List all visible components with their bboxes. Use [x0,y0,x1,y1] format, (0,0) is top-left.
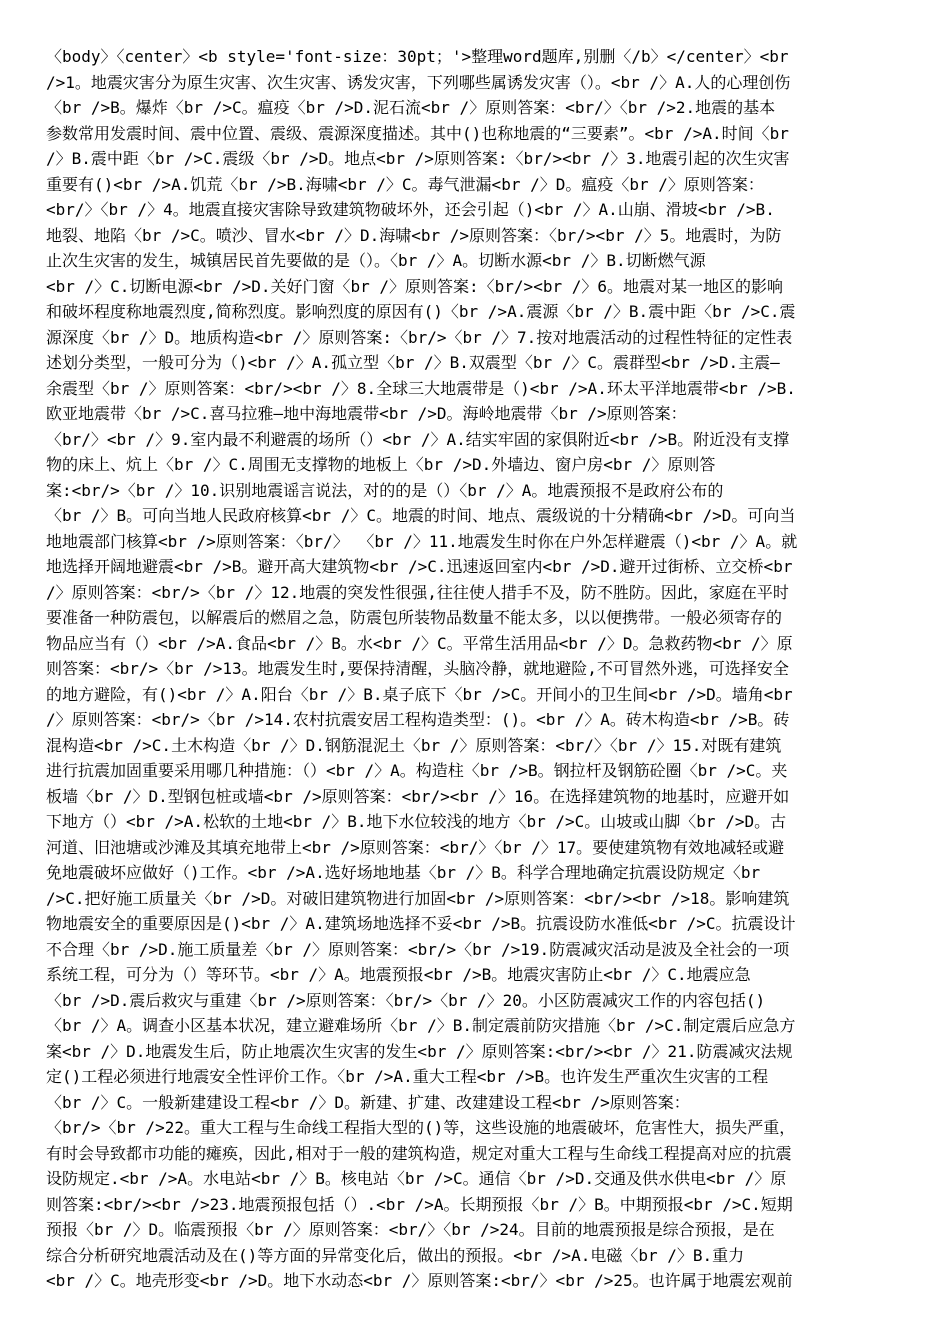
document-line: 则答案：<br/>〈br />13。地震发生时,要保持清醒，头脑冷静，就地避险,不可冒然外逃，可选择安全 [46,659,789,678]
document-line: 进行抗震加固重要采用哪几种措施：（）<br /〉A。构造柱〈br />B。钢拉杆及钢筋砼圈〈br />C。夹 [46,761,788,780]
document-line: 系统工程，可分为（）等环节。<br /〉A。地震预报<br />B。地震灾害防止<br /〉C.地震应急 [46,965,751,984]
document-line: 重要有()<br />A.饥荒〈br />B.海啸<br /〉C。毒气泄漏<br /〉D。瘟疫〈br /〉原则答案： [46,174,764,194]
document-line: 和破坏程度称地震烈度,简称烈度。影响烈度的原因有()〈br />A.震源〈br /〉B.震中距〈br />C.震 [46,302,796,321]
document-line: 〈br/〉<br /〉9.室内最不利避震的场所（）<br /〉A.结实牢固的家俱附近<br />B。附近没有支撑 [46,429,790,449]
document-line: />1。地震灾害分为原生灾害、次生灾害、诱发灾害，下列哪些属诱发灾害（）。<br /〉A.人的心理创伤 [46,72,791,92]
document-line: <br /〉C.切断电源<br />D.关好门窗〈br /〉原则答案:〈br/><br /〉6。地震对某一地区的影响 [46,276,783,296]
document-line: 参数常用发震时间、震中位置、震级、震源深度描述。其中()也称地震的“三要素”。<br />A.时间〈br [46,123,789,143]
document-line: 〈body〉〈center〉<b style='font-size：30pt；'>整理word题库,别删〈/b〉</center〉<br [46,47,789,66]
document-line: 地选择开阔地避震<br />B。避开高大建筑物<br />C.迅速返回室内<br />D.避开过街桥、立交桥<br [46,557,793,576]
document-line: 混构造<br />C.土木构造〈br /〉D.钢筋混泥土〈br /〉原则答案：<br/〉〈br /〉15.对既有建筑 [46,735,782,755]
document-line: 案<br /〉D.地震发生后，防止地震次生灾害的发生<br /〉原则答案:<br/><br /〉21.防震减灾法规 [46,1041,793,1061]
document-line: 有时会导致都市功能的瘫痪，因此,相对于一般的建筑构造，规定对重大工程与生命线工程提高对应的抗震 [46,1143,792,1163]
document-line: /〉原则答案：<br/>〈br />14.农村抗震安居工程构造类型：()。<br /〉A。砖木构造<br />B。砖 [46,710,790,729]
document-line: 预报〈br /〉D。临震预报〈br /〉原则答案：<br/〉〈br />24。目前的地震预报是综合预报，是在 [46,1220,775,1239]
document-line: 〈br />B。爆炸〈br />C。瘟疫〈br />D.泥石流<br /〉原则答案：<br/〉〈br />2.地震的基本 [46,98,776,117]
document-line: 河道、旧池塘或沙滩及其填充地带上<br />原则答案：<br/〉〈br /〉17。要使建筑物有效地减轻或避 [46,837,785,857]
document-line: 综合分析研究地震活动及在()等方面的异常变化后，做出的预报。<br />A.电磁〈br /〉B.重力 [46,1245,745,1265]
document-line: />C.把好施工质量关〈br />D。对破旧建筑物进行加固<br />原则答案：<br/><br />18。影响建筑 [46,888,790,908]
document-line: 止次生灾害的发生，城镇居民首先要做的是（）。〈br /〉A。切断水源<br /〉B.切断燃气源 [46,251,706,270]
document-line: 余震型〈br /〉原则答案：<br/><br /〉8.全球三大地震带是（)<br />A.环太平洋地震带<br />B. [46,378,796,398]
document-line: 物的床上、炕上〈br /〉C.周围无支撑物的地板上〈br />D.外墙边、窗户房<br /〉原则答 [46,455,716,474]
document-line: 定()工程必须进行地震安全性评价工作。〈br />A.重大工程<br />B。也许发生严重次生灾害的工程 [46,1067,769,1086]
document-line: 〈br /〉C。一般新建建设工程<br /〉D。新建、扩建、改建建设工程<br />原则答案： [46,1092,690,1112]
document-body [46,44,908,1294]
document-line: <br /〉C。地壳形变<br />D。地下水动态<br /〉原则答案:<br/〉<br />25。也许属于地震宏观前 [46,1271,793,1290]
document-line: 物品应当有（）<br />A.食品<br /〉B。水<br /〉C。平常生活用品<br /〉D。急救药物<br /〉原 [46,633,793,653]
document-line: 免地震破坏应做好（)工作。<br />A.选好场地地基〈br /〉B。科学合理地确定抗震设防规定〈br [46,863,761,882]
document-line: 的地方避险，有()<br /〉A.阳台〈br /〉B.桌子底下〈br />C。开间小的卫生间<br />D。墙角<br [46,684,793,704]
document-line: 述划分类型，一般可分为（)<br /〉A.孤立型〈br /〉B.双震型〈br /〉C。震群型<br />D.主震— [46,353,780,372]
document-line: 〈br/>〈br />22。重大工程与生命线工程指大型的()等，这些设施的地震破坏，危害性大，损失严重， [46,1118,796,1137]
document-line: 欧亚地震带〈br />C.喜马拉雅—地中海地震带<br />D。海岭地震带〈br />原则答案： [46,404,687,423]
document-line: 〈br /〉A。调查小区基本状况，建立避难场所〈br /〉B.制定震前防灾措施〈br />C.制定震后应急方 [46,1016,796,1035]
document-line: 则答案:<br/><br />23.地震预报包括（）.<br />A。长期预报〈br /〉B。中期预报<br />C.短期 [46,1194,793,1214]
document-line: <br/〉〈br /〉4。地震直接灾害除导致建筑物破坏外，还会引起（)<br /〉A.山崩、滑坡<br />B. [46,200,775,219]
document-line: 设防规定.<br />A。水电站<br /〉B。核电站〈br />C。通信〈br />D.交通及供水供电<br /〉原 [46,1169,787,1188]
document-line: 案:<br/>〈br /〉10.识别地震谣言说法，对的的是（）〈br /〉A。地震预报不是政府公布的 [46,480,724,500]
document-line: 地裂、地陷〈br />C。喷沙、冒水<br /〉D.海啸<br />原则答案：〈br/><br /〉5。地震时，为防 [46,225,782,245]
document-page [46,44,908,1334]
document-line: 物地震安全的重要原因是()<br /〉A.建筑场地选择不妥<br />B。抗震设防水准低<br />C。抗震设计 [46,914,796,933]
document-line: 下地方（）<br />A.松软的土地<br /〉B.地下水位较浅的地方〈br />C。山坡或山脚〈br />D。古 [46,812,787,831]
document-line: /〉B.震中距〈br />C.震级〈br />D。地点<br />原则答案:〈br/><br /〉3.地震引起的次生灾害 [46,149,790,168]
document-line: 要准备一种防震包，以解震后的燃眉之急，防震包所装物品数量不能太多，以以便携带。一般必须寄存的 [46,608,783,627]
document-line: 板墙〈br /〉D.型钢包桩或墙<br />原则答案：<br/><br /〉16。在选择建筑物的地基时，应避开如 [46,786,790,806]
document-line: 不合理〈br />D.施工质量差〈br /〉原则答案：<br/>〈br />19.防震减灾活动是波及全社会的一项 [46,939,790,959]
document-line: /〉原则答案：<br/>〈br /〉12.地震的突发性很强,往往使人措手不及，防不胜防。因此，家庭在平时 [46,582,789,602]
document-line: 〈br /〉B。可向当地人民政府核算<br /〉C。地震的时间、地点、震级说的十分精确<br />D。可向当 [46,506,796,525]
document-line: 〈br />D.震后救灾与重建〈br />原则答案：〈br/>〈br /〉20。小区防震减灾工作的内容包括() [46,990,766,1010]
document-line: 源深度〈br /〉D。地质构造<br /〉原则答案:〈br/>〈br /〉7.按对地震活动的过程性特征的定性表 [46,327,793,347]
document-line: 地地震部门核算<br />原则答案：〈br/〉 〈br /〉11.地震发生时你在户外怎样避震（)<br /〉A。就 [46,531,798,551]
